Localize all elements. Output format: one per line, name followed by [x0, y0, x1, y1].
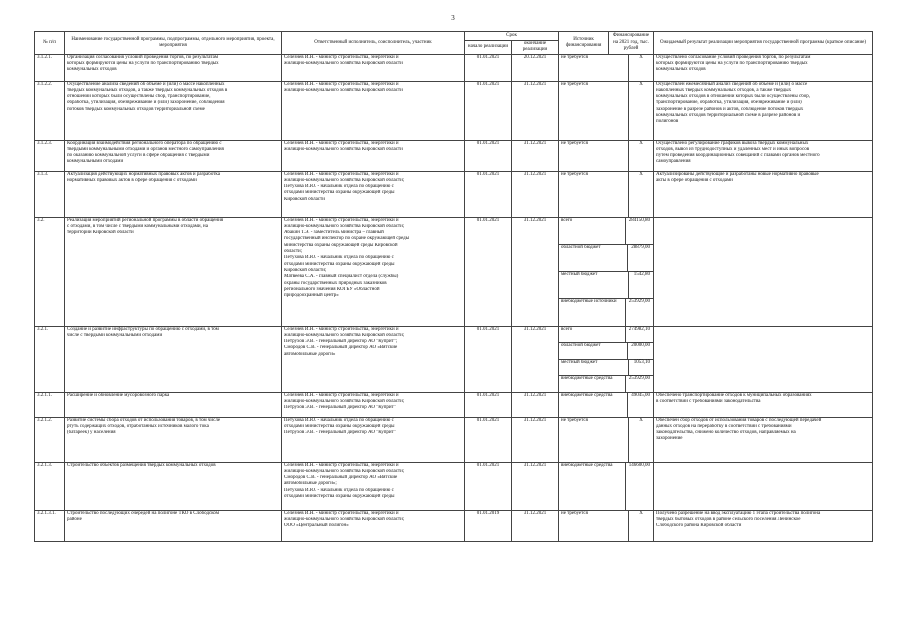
- funding-amount: 28879,00: [631, 244, 651, 250]
- col-source-header: Источник финансирования: [559, 32, 609, 55]
- end-date: 31.12.2021: [512, 140, 559, 171]
- responsible-persons-line: охраны государственных природных заказников: [284, 280, 387, 286]
- expected-result-line: путем проведения координационных совещаний с главами органов местного: [656, 153, 820, 159]
- responsible-persons-line: жилищно-коммунального хозяйства Кировской области: [284, 146, 403, 152]
- expected-result: [654, 326, 873, 392]
- end-date: 31.12.2021: [512, 217, 559, 326]
- funding-line: [559, 511, 653, 541]
- measure-name: [65, 510, 282, 541]
- responsible-persons-line: регионального значения КОГБУ «Областной: [284, 286, 380, 292]
- measure-name-line: Реализация мероприятий региональной программы в области обращения: [67, 217, 224, 223]
- table-row: [35, 140, 873, 171]
- funding-source: местный бюджет: [559, 272, 629, 298]
- responsible-persons-line: Селезнёв И.Н. - министр строительства, энергетики и: [284, 326, 399, 332]
- measure-name: [65, 392, 282, 417]
- expected-result: [654, 510, 873, 541]
- measure-name-line: (батареек) у населения: [67, 430, 116, 436]
- measure-name: [65, 171, 282, 217]
- end-date: 31.12.2021: [512, 392, 559, 417]
- funding-cell: [559, 462, 654, 510]
- measure-name-line: Актуализация действующих нормативных правовых актов и разработка: [67, 171, 221, 177]
- funding-source: областной бюджет: [559, 245, 628, 271]
- expected-result-line: транспортирование, обработка, утилизация, обезвреживание и (или): [656, 100, 802, 106]
- responsible-persons-line: жилищно-коммунального хозяйства Кировской области: [284, 60, 403, 66]
- funding-amount: 1542,80: [633, 272, 651, 278]
- expected-result-line: законодательства, снижено количество отходов, направляемых на: [656, 430, 796, 436]
- row-number: 3.1.3.: [35, 171, 65, 217]
- row-number: 3.1.2.1.: [35, 54, 65, 81]
- responsible-persons-line: Петрухов Э.В. - генеральный директор АО "Куприт": [284, 405, 396, 411]
- expected-result: [654, 140, 873, 171]
- responsible-persons-line: Селезнёв И.Н. - министр строительства, энергетики и: [284, 462, 399, 468]
- funding-cell: [559, 510, 654, 541]
- funding-source: всего: [559, 327, 626, 343]
- funding-cell: [559, 392, 654, 417]
- responsible-persons: [282, 510, 465, 541]
- responsible-persons-line: ООО «Центральный полигон»: [284, 523, 349, 529]
- col-num-header: № п/п: [35, 32, 65, 55]
- funding-source: внебюджетные средства: [559, 393, 628, 417]
- responsible-persons: [282, 217, 465, 326]
- table-row: [35, 217, 873, 326]
- responsible-persons-line: жилищно-коммунального хозяйства Кировской области;: [284, 516, 405, 522]
- expected-result-line: коммунальных отходов: [656, 67, 706, 73]
- page-number: 3: [451, 14, 455, 22]
- expected-result: [654, 81, 873, 140]
- row-number: 3.2.1.3.: [35, 462, 65, 510]
- funding-source: не требуется: [559, 172, 629, 217]
- measure-name: [65, 81, 282, 140]
- row-number: 3.2.1.2.: [35, 417, 65, 462]
- responsible-persons-line: жилищно-коммунального хозяйства Кировской области;: [284, 468, 405, 474]
- funding-line: [559, 343, 653, 360]
- expected-result-line: в соответствии с требованиями законодательства: [656, 398, 761, 404]
- measure-name-line: Строительство последующих очередей на полигоне ТКО в Слободском: [67, 510, 219, 516]
- responsible-persons: [282, 140, 465, 171]
- funding-line: [559, 393, 653, 417]
- funding-amount: 284150,80: [628, 217, 651, 223]
- col-result-header: Ожидаемый результат реализации мероприятия государственной программы (краткое описание): [654, 32, 873, 55]
- expected-result-line: полигонов: [656, 119, 679, 125]
- start-date: 01.01.2021: [465, 81, 512, 140]
- funding-amount: 253929,00: [628, 299, 651, 305]
- expected-result-line: акты в сфере обращения с отходами: [656, 177, 733, 183]
- funding-cell: [559, 326, 654, 392]
- responsible-persons-line: Селезнёв И.Н. - министр строительства, энергетики и: [284, 510, 399, 516]
- responsible-persons: [282, 462, 465, 510]
- funding-line: [559, 327, 653, 344]
- funding-amount: 49045,00: [631, 392, 651, 398]
- expected-result: [654, 54, 873, 81]
- responsible-persons-line: отходами министерства охраны окружающей среды: [284, 261, 395, 267]
- expected-result-line: захоронение в разрезе районов и актов, соблюдение потоков твердых: [656, 106, 804, 112]
- expected-result-line: самоуправления: [656, 159, 691, 165]
- responsible-persons-line: жилищно-коммунального хозяйства Кировской области;: [284, 177, 405, 183]
- col-start-header: начало реализации: [465, 41, 512, 55]
- measure-name-line: ртуть содержащих отходов, отработанных источников малого тока: [67, 423, 209, 429]
- end-date: 31.12.2021: [512, 326, 559, 392]
- expected-result-line: коммунальных отходов территориальной схеме в разрезе районов и: [656, 113, 801, 119]
- measure-name-line: Расширение и обновление мусоровозного парка: [67, 392, 170, 398]
- funding-amount: Х: [639, 140, 643, 146]
- responsible-persons-line: Смородов С.В. - генеральный директор АО «Вятские: [284, 475, 398, 481]
- funding-amount: 1053,10: [633, 359, 651, 365]
- expected-result-line: Осуществлено согласование условий проведения торгов, по результатам: [656, 54, 811, 60]
- funding-line: [559, 376, 653, 392]
- measure-name: [65, 417, 282, 462]
- funding-amount: 253929,00: [628, 376, 651, 382]
- responsible-persons-line: Абакин Т.Э. - заместитель министра – главный: [284, 230, 384, 236]
- measure-name-line: Развитие системы сбора отходов от использования товаров, в том числе: [67, 417, 221, 423]
- end-date: 31.12.2021: [512, 171, 559, 217]
- funding-amount: Х: [639, 54, 643, 60]
- start-date: 01.01.2021: [465, 217, 512, 326]
- responsible-persons-line: области;: [284, 249, 303, 255]
- funding-cell: [559, 417, 654, 462]
- end-date: 31.12.2021: [512, 417, 559, 462]
- funding-source: не требуется: [559, 55, 629, 81]
- col-name-header: Наименование государственной программы, подпрограммы, отдельного мероприятия, проекта, мероприятия: [65, 32, 282, 55]
- responsible-persons-line: жилищно-коммунального хозяйства Кировской области: [284, 87, 403, 93]
- expected-result: [654, 462, 873, 510]
- funding-cell: [559, 54, 654, 81]
- responsible-persons: [282, 392, 465, 417]
- responsible-persons-line: природоохранный центр»: [284, 293, 339, 299]
- measure-name-line: коммунальных отходов: [67, 67, 117, 73]
- funding-source: не требуется: [559, 82, 629, 140]
- responsible-persons-line: Селезнёв И.Н. - министр строительства, энергетики и: [284, 81, 399, 87]
- funding-cell: [559, 140, 654, 171]
- start-date: 01.01.2019: [465, 510, 512, 541]
- measure-name-line: Организация согласования условий проведения торгов, по результатам: [67, 54, 219, 60]
- table-row: [35, 54, 873, 81]
- measure-name-line: Создание и развитие инфраструктуры по обращению с отходами, в том: [67, 326, 219, 332]
- measure-name-line: Координация взаимодействия регионального оператора по обращению с: [67, 140, 222, 146]
- end-date: 31.12.2021: [512, 462, 559, 510]
- table-row: [35, 326, 873, 392]
- measure-name-line: отношении которых были осуществлены сбор, транспортирование,: [67, 94, 211, 100]
- funding-line: [559, 463, 653, 510]
- responsible-persons-line: Селезнёв И.Н. - министр строительства, энергетики и: [284, 54, 399, 60]
- col-term-header: Срок: [465, 32, 559, 41]
- table-row: [35, 417, 873, 462]
- funding-source: внебюджетные средства: [559, 463, 626, 510]
- expected-result-line: коммунальных отходов в отношении которых были осуществлены сбор,: [656, 94, 811, 100]
- expected-result-line: Обеспечено транспортирование отходов к муниципальных образованиях: [656, 392, 812, 398]
- measure-name: [65, 140, 282, 171]
- expected-result-line: Обеспечен сбор отходов от использования товаров с последующей передачей: [656, 417, 822, 423]
- table-body: [35, 54, 873, 541]
- measure-name-line: твердых коммунальных отходов, а также твердых коммунальных отходов в: [67, 87, 228, 93]
- row-number: 3.2.1.3.1.: [35, 510, 65, 541]
- expected-result-line: которых формируются цены на услуги по транспортированию твердых: [656, 60, 808, 66]
- start-date: 01.01.2021: [465, 462, 512, 510]
- responsible-persons-line: Смородов С.В. - генеральный директор АО «Вятские: [284, 345, 398, 351]
- responsible-persons-line: Матвеева С.А. - главный специалист отдела (службы): [284, 274, 399, 280]
- funding-line: [559, 55, 653, 81]
- expected-result-line: захоронение: [656, 436, 683, 442]
- funding-source: внебюджетные средства: [559, 376, 626, 392]
- responsible-persons-line: министерства охраны окружающей среды Кировской: [284, 242, 398, 248]
- start-date: 01.01.2021: [465, 171, 512, 217]
- measure-name-line: по оказанию коммунальной услуги в сфере обращения с твердыми: [67, 153, 210, 159]
- end-date: 31.12.2021: [512, 81, 559, 140]
- row-number: 3.2.1.1.: [35, 392, 65, 417]
- funding-line: [559, 418, 653, 462]
- row-number: 3.2.1.: [35, 326, 65, 392]
- funding-amount: 146600,00: [628, 462, 651, 468]
- funding-line: [559, 141, 653, 171]
- funding-line: [559, 245, 653, 272]
- row-number: 3.2.: [35, 217, 65, 326]
- responsible-persons-line: отходами министерства охраны окружающей среды: [284, 190, 395, 196]
- funding-source: внебюджетные источники: [559, 299, 626, 325]
- start-date: 01.01.2021: [465, 417, 512, 462]
- responsible-persons-line: отходами министерства охраны окружающей среды: [284, 494, 395, 500]
- expected-result-line: Осуществлено регулирование графиков вывоза твердых коммунальных: [656, 140, 809, 146]
- funding-line: [559, 218, 653, 245]
- funding-source: не требуется: [559, 418, 629, 462]
- end-date: 31.12.2021: [512, 510, 559, 541]
- program-table: [34, 31, 873, 542]
- start-date: 01.01.2021: [465, 326, 512, 392]
- funding-amount: 20000,00: [631, 343, 651, 349]
- measure-name: [65, 326, 282, 392]
- responsible-persons-line: отходами министерства охраны окружающей среды: [284, 423, 395, 429]
- responsible-persons-line: Селезнёв И.Н. - министр строительства, энергетики и: [284, 217, 399, 223]
- start-date: 01.01.2021: [465, 54, 512, 81]
- measure-name-line: твердыми коммунальными отходами и органов местного самоуправления: [67, 146, 224, 152]
- funding-source: не требуется: [559, 511, 629, 541]
- measure-name-line: нормативных правовых актов в сфере обращения с отходами: [67, 177, 197, 183]
- start-date: 01.01.2021: [465, 392, 512, 417]
- funding-source: не требуется: [559, 141, 629, 171]
- measure-name: [65, 54, 282, 81]
- expected-result: [654, 417, 873, 462]
- measure-name-line: районе: [67, 516, 82, 522]
- responsible-persons-line: Селезнёв И.Н. - министр строительства, энергетики и: [284, 392, 399, 398]
- table-row: [35, 81, 873, 140]
- measure-name-line: которых формируются цены на услуги по транспортированию твердых: [67, 60, 219, 66]
- col-responsible-header: Ответственный исполнитель, соисполнитель, участник: [282, 32, 465, 55]
- measure-name-line: коммунальными отходами: [67, 159, 124, 165]
- measure-name-line: обработка, утилизация, обезвреживание и (или) захоронение, соблюдения: [67, 100, 225, 106]
- measure-name-line: Строительство объектов размещения твердых коммунальных отходов: [67, 462, 216, 468]
- funding-line: [559, 360, 653, 377]
- start-date: 01.01.2021: [465, 140, 512, 171]
- responsible-persons-line: автомобильные дороги»;: [284, 481, 337, 487]
- responsible-persons-line: жилищно-коммунального хозяйства Кировской области;: [284, 332, 405, 338]
- funding-line: [559, 272, 653, 299]
- responsible-persons: [282, 54, 465, 81]
- expected-result-line: Получено разрешение на ввод эксплуатацию 1 этапа строительства полигона: [656, 510, 821, 516]
- funding-amount: 274982,10: [628, 326, 651, 332]
- funding-cell: [559, 81, 654, 140]
- expected-result-line: Актуализированы действующие и разработаны новые нормативно правовые: [656, 171, 819, 177]
- expected-result-line: Слободского района Кировской области: [656, 523, 742, 529]
- responsible-persons-line: жилищно-коммунального хозяйства Кировской области;: [284, 223, 405, 229]
- responsible-persons: [282, 417, 465, 462]
- funding-line: [559, 172, 653, 217]
- measure-name-line: территории Кировской области: [67, 230, 134, 236]
- expected-result-line: отходов, вывоз из труднодоступных и удаленных мест и иных вопросов: [656, 146, 810, 152]
- funding-line: [559, 82, 653, 140]
- responsible-persons-line: Петрухов Э.В. - генеральный директор АО "Куприт": [284, 430, 396, 436]
- table-row: [35, 392, 873, 417]
- funding-line: [559, 299, 653, 325]
- table-row: [35, 510, 873, 541]
- measure-name-line: Осуществление анализа сведений об объеме и (или) о массе накопленных: [67, 81, 225, 87]
- funding-amount: Х: [639, 510, 643, 516]
- measure-name-line: с отходами, в том числе с твердыми коммунальными отходами, на: [67, 223, 208, 229]
- responsible-persons-line: Петухова И.Ю. - начальник отдела по обращению с: [284, 255, 394, 261]
- col-funding-header: Финансирование на 2021 год, тыс. рублей: [609, 32, 654, 55]
- responsible-persons-line: государственный инспектор по охране окружающей среды: [284, 236, 410, 242]
- responsible-persons: [282, 81, 465, 140]
- col-end-header: окончание реализации: [512, 41, 559, 55]
- row-number: 3.1.2.2.: [35, 81, 65, 140]
- responsible-persons-line: жилищно-коммунального хозяйства Кировской области;: [284, 398, 405, 404]
- responsible-persons-line: Петухова И.Ю. - начальник отдела по обращению с: [284, 417, 394, 423]
- funding-amount: Х: [639, 171, 643, 177]
- expected-result-line: твердых бытовых отходов в районе сельского поселения Ленинское: [656, 516, 801, 522]
- funding-cell: [559, 171, 654, 217]
- measure-name: [65, 462, 282, 510]
- responsible-persons-line: Петухова И.Ю. - начальник отдела по обращению с: [284, 487, 394, 493]
- funding-source: областной бюджет: [559, 343, 628, 359]
- responsible-persons-line: автомобильные дороги»: [284, 351, 336, 357]
- responsible-persons-line: Кировской области;: [284, 267, 327, 273]
- funding-source: местный бюджет: [559, 360, 629, 376]
- responsible-persons-line: Селезнёв И.Н. - министр строительства, энергетики и: [284, 171, 399, 177]
- measure-name: [65, 217, 282, 326]
- table-row: [35, 171, 873, 217]
- expected-result-line: данных отходов на переработку в соответствии с требованиями: [656, 423, 792, 429]
- expected-result: [654, 171, 873, 217]
- measure-name-line: числе с твердыми коммунальными отходами: [67, 332, 163, 338]
- expected-result: [654, 392, 873, 417]
- funding-cell: [559, 217, 654, 326]
- funding-amount: Х: [639, 417, 643, 423]
- responsible-persons-line: Кировской области: [284, 196, 325, 202]
- responsible-persons-line: Петухова И.Ю. - начальник отдела по обращению с: [284, 184, 394, 190]
- responsible-persons: [282, 326, 465, 392]
- expected-result-line: Осуществлен ежемесячный анализ сведений об объеме и (или) о массе: [656, 81, 808, 87]
- expected-result-line: накопленных твердых коммунальных отходов, а также твердых: [656, 87, 792, 93]
- funding-amount: Х: [639, 81, 643, 87]
- funding-source: всего: [559, 218, 626, 244]
- expected-result: [654, 217, 873, 326]
- end-date: 20.12.2021: [512, 54, 559, 81]
- responsible-persons: [282, 171, 465, 217]
- table-row: [35, 462, 873, 510]
- responsible-persons-line: Петрухов Э.В. - генеральный директор АО "Куприт";: [284, 339, 398, 345]
- row-number: 3.1.2.3.: [35, 140, 65, 171]
- measure-name-line: потоков твердых коммунальных отходов территориальной схеме: [67, 106, 205, 112]
- responsible-persons-line: Селезнёв И.Н. - министр строительства, энергетики и: [284, 140, 399, 146]
